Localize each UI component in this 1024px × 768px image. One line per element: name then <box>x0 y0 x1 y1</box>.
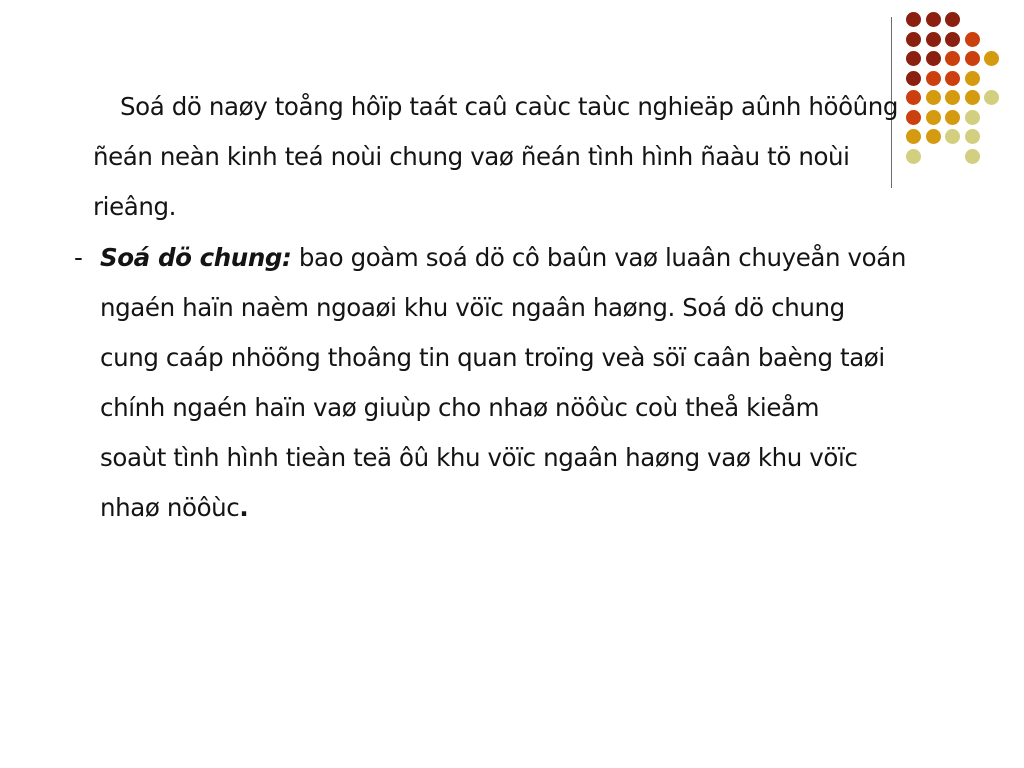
decorative-dot <box>945 12 960 27</box>
decorative-dot <box>906 32 921 47</box>
text-run: bao goàm soá dö cô baûn vaø luaân chuyeån voán <box>291 243 906 272</box>
text-line <box>100 483 974 533</box>
decorative-dot <box>965 32 980 47</box>
decorative-dot <box>984 90 999 105</box>
decorative-dot <box>945 32 960 47</box>
text-run: nhaø nöôùc <box>100 493 240 522</box>
decorative-dot <box>926 12 941 27</box>
bullet-dash: - <box>74 243 83 272</box>
text-line: ñeán neàn kinh teá noùi chung vaø ñeán tình hình ñaàu tö noùi <box>93 142 850 171</box>
decorative-dot <box>965 51 980 66</box>
text-line <box>100 233 974 283</box>
decorative-dot <box>926 51 941 66</box>
text-line: cung caáp nhöõng thoâng tin quan troïng veà söï caân baèng taøi <box>100 343 885 372</box>
decorative-dot <box>906 51 921 66</box>
decorative-dot <box>926 32 941 47</box>
decorative-dot <box>984 51 999 66</box>
end-mark: . <box>239 493 249 522</box>
defined-term: Soá dö chung: <box>100 243 292 272</box>
intro-paragraph <box>74 82 974 232</box>
slide-body <box>74 82 974 533</box>
text-line: soaùt tình hình tieàn teä ôû khu vöïc ngaân haøng vaø khu vöïc <box>100 443 858 472</box>
text-line: rieâng. <box>93 192 177 221</box>
decorative-dot <box>945 51 960 66</box>
text-line: chính ngaén haïn vaø giuùp cho nhaø nöôùc coù theå kieåm <box>100 393 820 422</box>
text-line: Soá dö naøy toång hôïp taát caû caùc taùc nghieäp aûnh höôûng <box>120 92 899 121</box>
text-line: ngaén haïn naèm ngoaøi khu vöïc ngaân haøng. Soá dö chung <box>100 293 845 322</box>
bullet-paragraph <box>74 233 974 533</box>
decorative-dot <box>906 12 921 27</box>
